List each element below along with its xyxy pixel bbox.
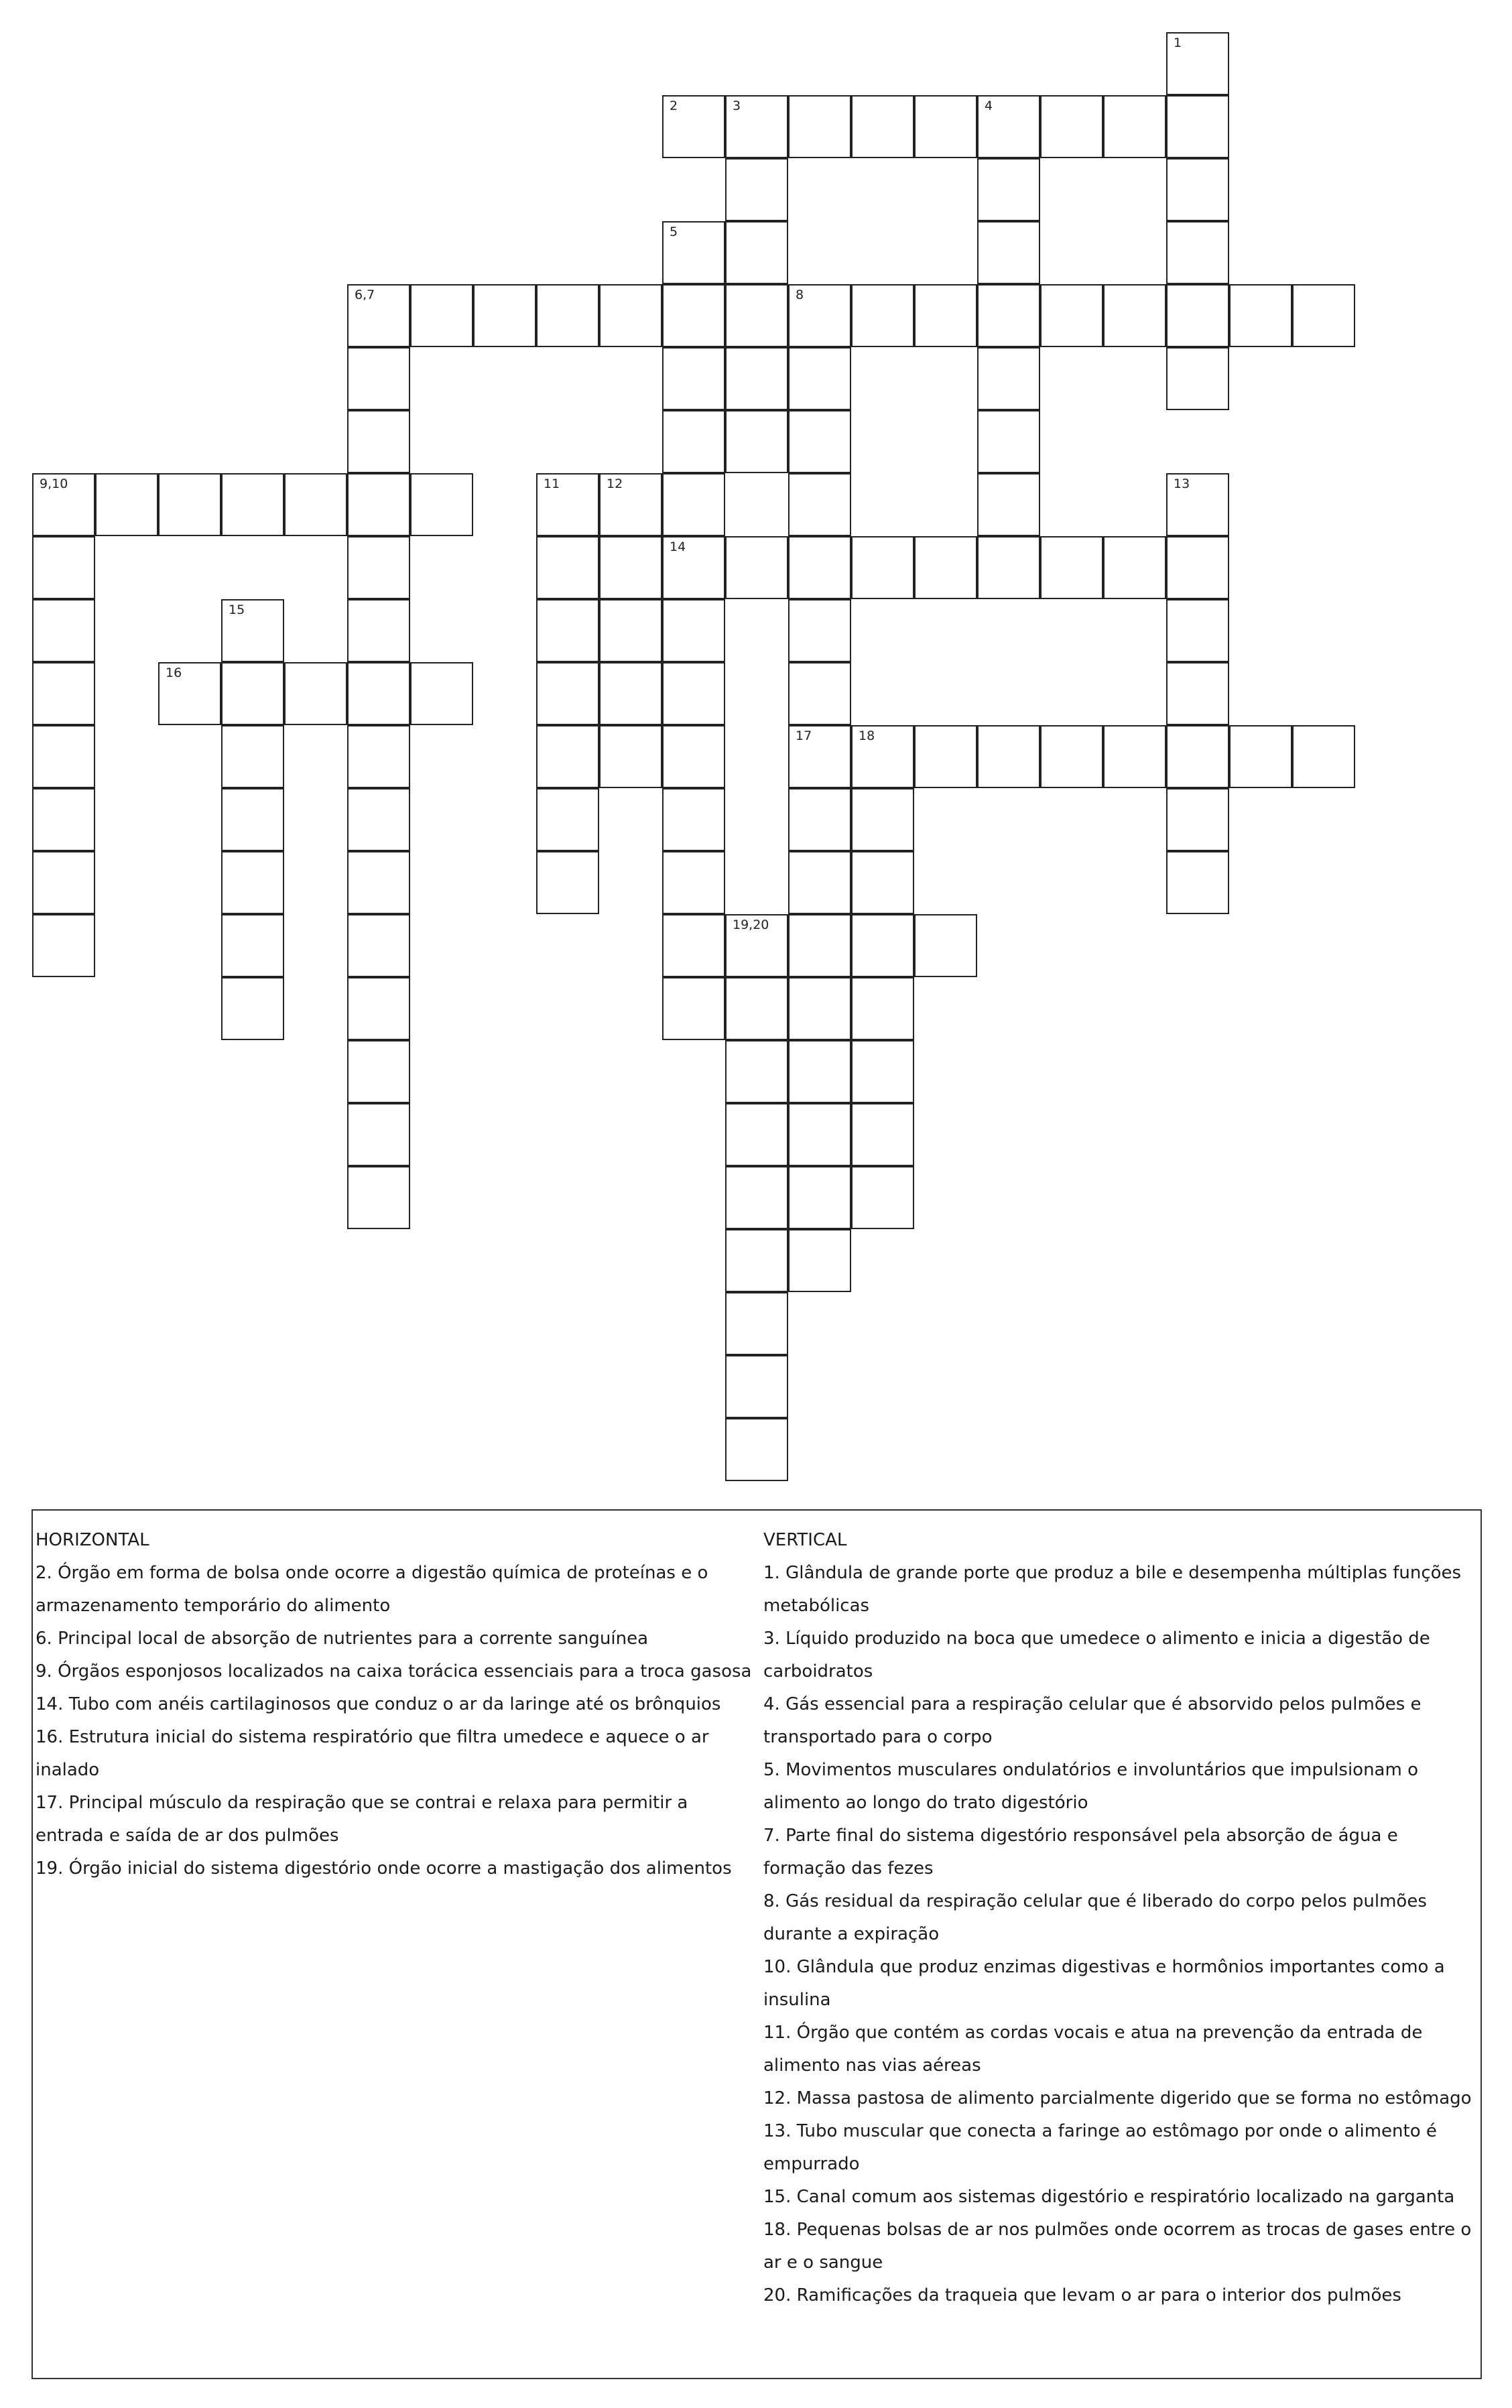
grid-cell[interactable] xyxy=(1166,221,1229,284)
grid-cell[interactable] xyxy=(662,977,725,1040)
grid-cell[interactable] xyxy=(788,347,851,410)
grid-cell[interactable] xyxy=(221,851,284,914)
grid-cell[interactable] xyxy=(662,851,725,914)
grid-cell[interactable] xyxy=(788,1166,851,1229)
grid-cell[interactable] xyxy=(347,284,410,347)
grid-cell[interactable] xyxy=(221,977,284,1040)
grid-cell[interactable] xyxy=(410,473,473,536)
grid-cell[interactable] xyxy=(536,473,599,536)
grid-cell[interactable] xyxy=(1229,725,1292,788)
grid-cell[interactable] xyxy=(725,1355,788,1418)
horizontal-clues xyxy=(36,1524,759,1885)
grid-cell[interactable] xyxy=(473,284,536,347)
clue-number: 9,10 xyxy=(40,477,68,491)
clue-number: 14 xyxy=(670,540,686,554)
grid-cell[interactable] xyxy=(1166,662,1229,725)
grid-cell[interactable] xyxy=(1103,536,1166,599)
grid-cell[interactable] xyxy=(788,851,851,914)
grid-cell[interactable] xyxy=(725,1292,788,1355)
grid-cell[interactable] xyxy=(662,95,725,158)
grid-cell[interactable] xyxy=(851,977,914,1040)
vertical-heading: VERTICAL xyxy=(763,1530,847,1550)
grid-cell[interactable] xyxy=(410,284,473,347)
grid-cell[interactable] xyxy=(1229,284,1292,347)
grid-cell[interactable] xyxy=(914,536,977,599)
grid-cell[interactable] xyxy=(788,95,851,158)
grid-cell[interactable] xyxy=(599,536,662,599)
clue-number: 17 xyxy=(796,728,812,743)
grid-cell[interactable] xyxy=(1103,725,1166,788)
grid-cell[interactable] xyxy=(1292,284,1355,347)
clue-number: 16 xyxy=(166,666,182,680)
horizontal-heading: HORIZONTAL xyxy=(36,1530,149,1550)
grid-cell[interactable] xyxy=(725,1166,788,1229)
grid-cell[interactable] xyxy=(788,473,851,536)
grid-cell[interactable] xyxy=(32,599,95,662)
grid-cell[interactable] xyxy=(977,284,1040,347)
clue-h19: 19. Órgão inicial do sistema digestório onde ocorre a mastigação dos alimentos xyxy=(36,1858,732,1879)
clue-h9: 9. Órgãos esponjosos localizados na caixa torácica essenciais para a troca gasosa xyxy=(36,1661,752,1682)
grid-cell[interactable] xyxy=(851,914,914,977)
grid-cell[interactable] xyxy=(788,977,851,1040)
grid-cell[interactable] xyxy=(32,851,95,914)
grid-cell[interactable] xyxy=(725,1418,788,1481)
grid-cell[interactable] xyxy=(536,725,599,788)
grid-cell[interactable] xyxy=(347,1040,410,1103)
grid-cell[interactable] xyxy=(347,662,410,725)
grid-cell[interactable] xyxy=(725,977,788,1040)
grid-cell[interactable] xyxy=(347,788,410,851)
grid-cell[interactable] xyxy=(851,788,914,851)
grid-cell[interactable] xyxy=(662,221,725,284)
grid-cell[interactable] xyxy=(158,662,221,725)
clue-number: 18 xyxy=(859,728,875,743)
grid-cell[interactable] xyxy=(95,473,158,536)
grid-cell[interactable] xyxy=(221,788,284,851)
grid-cell[interactable] xyxy=(977,410,1040,473)
grid-cell[interactable] xyxy=(977,95,1040,158)
grid-cell[interactable] xyxy=(1166,788,1229,851)
grid-cell[interactable] xyxy=(1103,95,1166,158)
clue-number: 6,7 xyxy=(355,288,375,302)
clue-number: 12 xyxy=(607,477,623,491)
clue-v5: 5. Movimentos musculares ondulatórios e involuntários que impulsionam o alimento ao longo do trato digestório xyxy=(763,1760,1418,1813)
clue-h2: 2. Órgão em forma de bolsa onde ocorre a digestão química de proteínas e o armazenamento temporário do alimento xyxy=(36,1563,708,1616)
grid-cell[interactable] xyxy=(788,662,851,725)
grid-cell[interactable] xyxy=(1166,599,1229,662)
clue-number: 3 xyxy=(733,99,741,113)
clue-v10: 10. Glândula que produz enzimas digestivas e hormônios importantes como a insulina xyxy=(763,1957,1445,2010)
grid-cell[interactable] xyxy=(599,662,662,725)
grid-cell[interactable] xyxy=(788,284,851,347)
grid-cell[interactable] xyxy=(977,536,1040,599)
grid-cell[interactable] xyxy=(347,536,410,599)
grid-cell[interactable] xyxy=(158,473,221,536)
clue-h6: 6. Principal local de absorção de nutrientes para a corrente sanguínea xyxy=(36,1629,649,1649)
grid-cell[interactable] xyxy=(536,536,599,599)
grid-cell[interactable] xyxy=(347,473,410,536)
grid-cell[interactable] xyxy=(1040,284,1103,347)
grid-cell[interactable] xyxy=(284,662,347,725)
grid-cell[interactable] xyxy=(725,1229,788,1292)
grid-cell[interactable] xyxy=(662,788,725,851)
clue-number: 8 xyxy=(796,288,804,302)
grid-cell[interactable] xyxy=(347,725,410,788)
grid-cell[interactable] xyxy=(662,410,725,473)
grid-cell[interactable] xyxy=(662,914,725,977)
grid-cell[interactable] xyxy=(221,914,284,977)
grid-cell[interactable] xyxy=(788,1040,851,1103)
grid-cell[interactable] xyxy=(1040,725,1103,788)
grid-cell[interactable] xyxy=(32,536,95,599)
clue-v13: 13. Tubo muscular que conecta a faringe ao estômago por onde o alimento é empurrado xyxy=(763,2121,1437,2174)
grid-cell[interactable] xyxy=(662,725,725,788)
grid-cell[interactable] xyxy=(1166,95,1229,158)
grid-cell[interactable] xyxy=(662,662,725,725)
grid-cell[interactable] xyxy=(788,725,851,788)
clue-number: 13 xyxy=(1174,477,1190,491)
grid-cell[interactable] xyxy=(851,725,914,788)
grid-cell[interactable] xyxy=(725,914,788,977)
clue-v4: 4. Gás essencial para a respiração celular que é absorvido pelos pulmões e transportado para o corpo xyxy=(763,1694,1422,1747)
grid-cell[interactable] xyxy=(347,851,410,914)
grid-cell[interactable] xyxy=(851,284,914,347)
grid-cell[interactable] xyxy=(347,1103,410,1166)
clue-number: 19,20 xyxy=(733,917,769,932)
clue-h14: 14. Tubo com anéis cartilaginosos que conduz o ar da laringe até os brônquios xyxy=(36,1694,721,1714)
clue-number: 5 xyxy=(670,225,678,239)
grid-cell[interactable] xyxy=(788,599,851,662)
grid-cell[interactable] xyxy=(32,662,95,725)
grid-cell[interactable] xyxy=(914,725,977,788)
grid-cell[interactable] xyxy=(536,662,599,725)
grid-cell[interactable] xyxy=(914,95,977,158)
clue-h16: 16. Estrutura inicial do sistema respiratório que filtra umedece e aquece o ar inalado xyxy=(36,1727,709,1780)
grid-cell[interactable] xyxy=(32,725,95,788)
grid-cell[interactable] xyxy=(725,347,788,410)
grid-cell[interactable] xyxy=(599,599,662,662)
grid-cell[interactable] xyxy=(977,221,1040,284)
grid-cell[interactable] xyxy=(977,158,1040,221)
grid-cell[interactable] xyxy=(851,1040,914,1103)
clue-v18: 18. Pequenas bolsas de ar nos pulmões onde ocorrem as trocas de gases entre o ar e o sangue xyxy=(763,2220,1472,2273)
grid-cell[interactable] xyxy=(347,914,410,977)
grid-cell[interactable] xyxy=(1040,536,1103,599)
grid-cell[interactable] xyxy=(788,788,851,851)
grid-cell[interactable] xyxy=(32,473,95,536)
grid-cell[interactable] xyxy=(788,410,851,473)
grid-cell[interactable] xyxy=(725,158,788,221)
grid-cell[interactable] xyxy=(599,284,662,347)
clue-v11: 11. Órgão que contém as cordas vocais e atua na prevenção da entrada de alimento nas vias aéreas xyxy=(763,2023,1423,2076)
grid-cell[interactable] xyxy=(32,914,95,977)
grid-cell[interactable] xyxy=(725,1040,788,1103)
grid-cell[interactable] xyxy=(851,536,914,599)
grid-cell[interactable] xyxy=(410,662,473,725)
grid-cell[interactable] xyxy=(1166,725,1229,788)
grid-cell[interactable] xyxy=(536,788,599,851)
clue-h17: 17. Principal músculo da respiração que se contrai e relaxa para permitir a entrada e saída de ar dos pulmões xyxy=(36,1793,688,1846)
grid-cell[interactable] xyxy=(536,599,599,662)
grid-cell[interactable] xyxy=(1040,95,1103,158)
grid-cell[interactable] xyxy=(221,725,284,788)
grid-cell[interactable] xyxy=(977,347,1040,410)
grid-cell[interactable] xyxy=(1166,473,1229,536)
grid-cell[interactable] xyxy=(788,536,851,599)
clue-v20: 20. Ramificações da traqueia que levam o ar para o interior dos pulmões xyxy=(763,2285,1401,2305)
grid-cell[interactable] xyxy=(1166,32,1229,95)
grid-cell[interactable] xyxy=(788,1229,851,1292)
vertical-clues xyxy=(763,1524,1477,2312)
grid-cell[interactable] xyxy=(32,788,95,851)
grid-cell[interactable] xyxy=(284,473,347,536)
grid-cell[interactable] xyxy=(1166,347,1229,410)
clue-v1: 1. Glândula de grande porte que produz a bile e desempenha múltiplas funções metabólicas xyxy=(763,1563,1462,1616)
clue-v7: 7. Parte final do sistema digestório responsável pela absorção de água e formação das fezes xyxy=(763,1826,1398,1879)
clue-box xyxy=(32,1509,1482,2379)
clue-number: 11 xyxy=(544,477,560,491)
grid-cell[interactable] xyxy=(977,473,1040,536)
clue-v3: 3. Líquido produzido na boca que umedece o alimento e inicia a digestão de carboidratos xyxy=(763,1629,1430,1682)
grid-cell[interactable] xyxy=(221,599,284,662)
grid-cell[interactable] xyxy=(1166,284,1229,347)
clue-number: 1 xyxy=(1174,36,1182,50)
grid-cell[interactable] xyxy=(1292,725,1355,788)
grid-cell[interactable] xyxy=(725,95,788,158)
grid-cell[interactable] xyxy=(536,851,599,914)
grid-cell[interactable] xyxy=(599,473,662,536)
grid-cell[interactable] xyxy=(1166,536,1229,599)
grid-cell[interactable] xyxy=(536,284,599,347)
grid-cell[interactable] xyxy=(662,284,725,347)
grid-cell[interactable] xyxy=(725,284,788,347)
grid-cell[interactable] xyxy=(851,1103,914,1166)
grid-cell[interactable] xyxy=(662,599,725,662)
grid-cell[interactable] xyxy=(725,1103,788,1166)
grid-cell[interactable] xyxy=(662,347,725,410)
grid-cell[interactable] xyxy=(1166,158,1229,221)
grid-cell[interactable] xyxy=(977,725,1040,788)
grid-cell[interactable] xyxy=(1103,284,1166,347)
clue-number: 15 xyxy=(229,603,245,617)
clue-number: 2 xyxy=(670,99,678,113)
grid-cell[interactable] xyxy=(662,536,725,599)
grid-cell[interactable] xyxy=(1166,851,1229,914)
grid-cell[interactable] xyxy=(347,410,410,473)
clue-v8: 8. Gás residual da respiração celular que é liberado do corpo pelos pulmões durante a expiração xyxy=(763,1891,1427,1944)
grid-cell[interactable] xyxy=(347,1166,410,1229)
grid-cell[interactable] xyxy=(725,536,788,599)
grid-cell[interactable] xyxy=(662,473,725,536)
grid-cell[interactable] xyxy=(347,599,410,662)
grid-cell[interactable] xyxy=(851,95,914,158)
grid-cell[interactable] xyxy=(347,347,410,410)
grid-cell[interactable] xyxy=(347,977,410,1040)
clue-v15: 15. Canal comum aos sistemas digestório e respiratório localizado na garganta xyxy=(763,2187,1455,2207)
grid-cell[interactable] xyxy=(221,662,284,725)
grid-cell[interactable] xyxy=(788,1103,851,1166)
clue-number: 4 xyxy=(985,99,993,113)
grid-cell[interactable] xyxy=(788,914,851,977)
grid-cell[interactable] xyxy=(914,914,977,977)
grid-cell[interactable] xyxy=(725,410,788,473)
clue-v12: 12. Massa pastosa de alimento parcialmente digerido que se forma no estômago xyxy=(763,2088,1472,2108)
grid-cell[interactable] xyxy=(599,725,662,788)
grid-cell[interactable] xyxy=(851,851,914,914)
grid-cell[interactable] xyxy=(914,284,977,347)
grid-cell[interactable] xyxy=(851,1166,914,1229)
grid-cell[interactable] xyxy=(221,473,284,536)
grid-cell[interactable] xyxy=(725,221,788,284)
